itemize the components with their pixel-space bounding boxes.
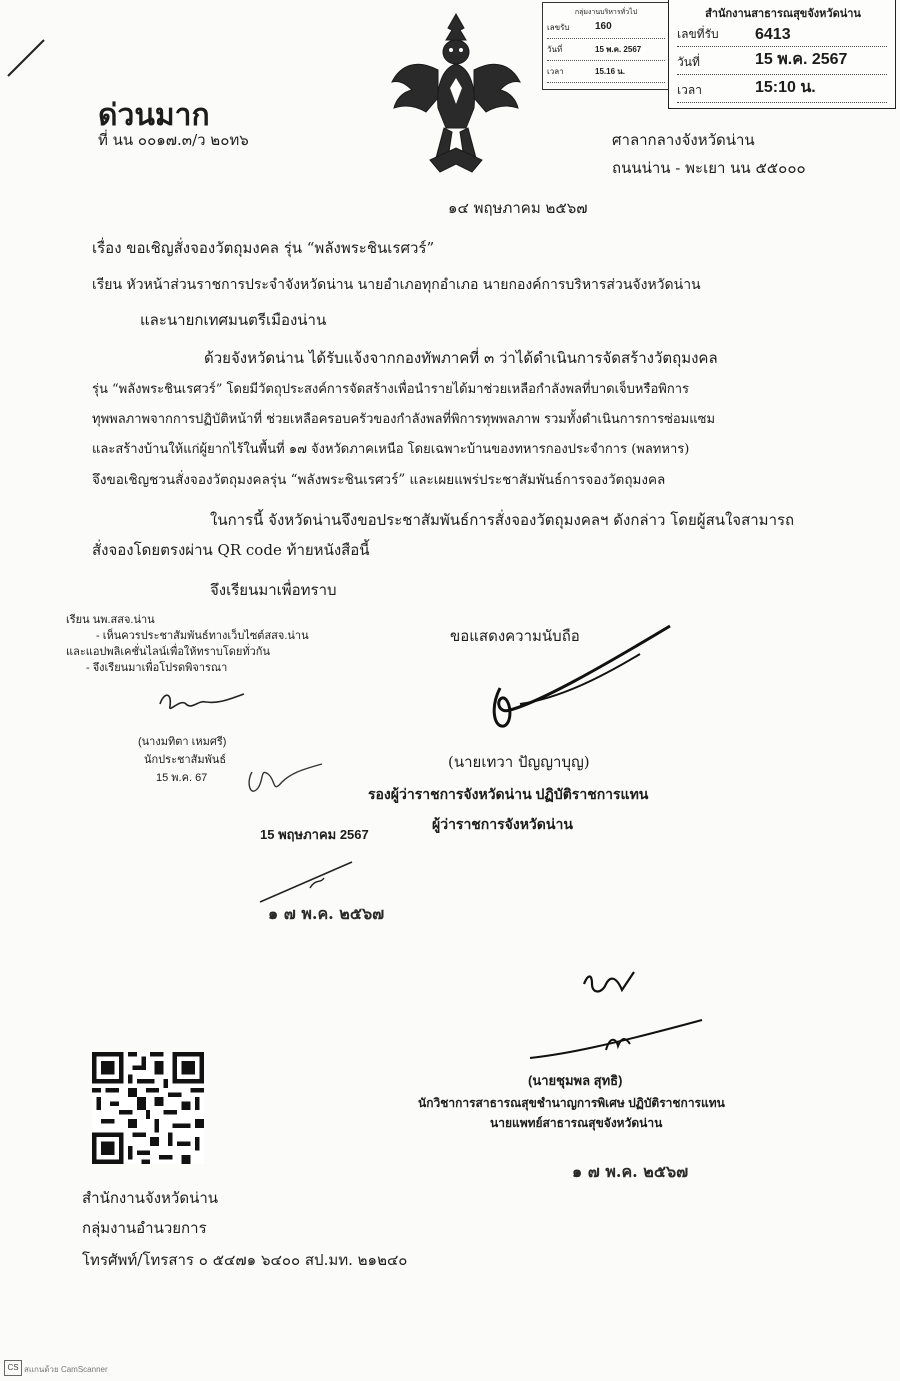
stamp-label: เวลา	[677, 83, 702, 97]
body-paragraph-1-line: จึงขอเชิญชวนสั่งจองวัตถุมงคลรุ่น “พลังพระชินเรศวร์” และเผยแพร่ประชาสัมพันธ์การจองวัตถุมงคล	[92, 472, 666, 488]
signer2-title-2: นายแพทย์สาธารณสุขจังหวัดน่าน	[490, 1116, 663, 1130]
receipt-stamp-big-row	[677, 78, 887, 103]
stamp-value: 160	[595, 21, 612, 32]
body-paragraph-1-line: ด้วยจังหวัดน่าน ได้รับแจ้งจากกองทัพภาคที่ ๓ ว่าได้ดำเนินการจัดสร้างวัตถุมงคล	[204, 349, 718, 367]
garuda-emblem-icon	[386, 8, 526, 178]
annotation-name: (นางมทิตา เหมศรี)	[138, 736, 227, 748]
urgency-label: ด่วนมาก	[98, 98, 210, 133]
signer2-title-1: นักวิชาการสาธารณสุขชำนาญการพิเศษ ปฏิบัติราชการแทน	[418, 1096, 725, 1110]
stamp-label: เลขรับ	[547, 23, 570, 32]
receipt-stamp-big-row	[677, 22, 887, 47]
recipient-line-1: เรียน หัวหน้าส่วนราชการประจำจังหวัดน่าน นายอำเภอทุกอำเภอ นายกองค์การบริหารส่วนจังหวัดน่าน	[92, 277, 701, 293]
signer2-signature	[526, 1014, 706, 1064]
document-date: ๑๔ พฤษภาคม ๒๕๖๗	[448, 199, 588, 217]
stamp-value: 15 พ.ค. 2567	[595, 45, 642, 54]
handwritten-annotation	[66, 612, 309, 676]
footer-office: สำนักงานจังหวัดน่าน	[82, 1189, 219, 1207]
receipt-stamp-big-header: สำนักงานสาธารณสุขจังหวัดน่าน	[705, 8, 861, 20]
recipient-line-2: และนายกเทศมนตรีเมืองน่าน	[140, 311, 327, 329]
document-number: ที่ นน ๐๐๑๗.๓/ว ๒๐ท๖	[98, 131, 249, 149]
body-paragraph-1-line: รุ่น “พลังพระชินเรศวร์” โดยมีวัตถุประสงค์การจัดสร้างเพื่อนำรายได้มาช่วยเหลือกำลังพลที่บาดเจ็บหรือพิการ	[92, 382, 689, 397]
closing-inform: จึงเรียนมาเพื่อทราบ	[210, 581, 337, 599]
body-paragraph-2-line: ในการนี้ จังหวัดน่านจึงขอประชาสัมพันธ์การสั่งจองวัตถุมงคลฯ ดังกล่าว โดยผู้สนใจสามารถ	[210, 511, 795, 529]
corner-pen-mark	[4, 36, 48, 80]
annotation-position: นักประชาสัมพันธ์	[144, 754, 227, 766]
stamp-date-2: ๑ ๗ พ.ค. ๒๕๖๗	[572, 1162, 689, 1181]
receipt-stamp-small-row	[547, 65, 665, 83]
receipt-stamp-small-header: กลุ่มงานบริหารทั่วไป	[574, 9, 638, 16]
handwritten-date-1: 15 พฤษภาคม 2567	[260, 827, 369, 842]
stamp-value: 6413	[755, 26, 791, 43]
receipt-stamp-small-row	[547, 43, 665, 61]
annotation-signature	[150, 684, 250, 720]
signer1-name: (นายเทวา ปัญญาบุญ)	[448, 753, 590, 771]
footer-division: กลุ่มงานอำนวยการ	[82, 1219, 207, 1237]
annotation-line: และแอปพลิเคชั่นไลน์เพื่อให้ทราบโดยทั่วกัน	[66, 646, 270, 658]
stamp-date-1: ๑ ๗ พ.ค. ๒๕๖๗	[268, 904, 385, 923]
body-paragraph-1-line: ทุพพลภาพจากการปฏิบัติหน้าที่ ช่วยเหลือครอบครัวของกำลังพลที่พิการทุพพลภาพ รวมทั้งดำเนินการการซ่อมแซม	[92, 412, 716, 427]
subject: เรื่อง ขอเชิญสั่งจองวัตถุมงคล รุ่น “พลังพระชินเรศวร์”	[92, 239, 435, 257]
stamp-value: 15:10 น.	[755, 79, 816, 96]
receipt-stamp-small	[542, 2, 670, 90]
body-paragraph-2-line: สั่งจองโดยตรงผ่าน QR code ท้ายหนังสือนี้	[92, 541, 370, 559]
annotation-line: เรียน นพ.สสจ.น่าน	[66, 614, 155, 626]
stamp-label: เวลา	[547, 67, 564, 76]
receipt-stamp-small-row	[547, 21, 665, 39]
signer2-initial	[578, 968, 638, 1002]
stamp-value: 15 พ.ค. 2567	[755, 51, 848, 68]
stamp-label: เลขที่รับ	[677, 27, 719, 41]
office-address: ถนนน่าน - พะเยา นน ๕๕๐๐๐	[612, 159, 806, 177]
office-name: ศาลากลางจังหวัดน่าน	[612, 131, 755, 149]
receipt-stamp-big-row	[677, 50, 887, 75]
initial-mark	[242, 758, 332, 802]
qr-code-icon[interactable]	[92, 1052, 204, 1164]
receipt-stamp-big	[668, 0, 896, 109]
body-paragraph-1-line: และสร้างบ้านให้แก่ผู้ยากไร้ในพื้นที่ ๑๗ จังหวัดภาคเหนือ โดยเฉพาะบ้านของทหารกองประจำการ (พลทหาร)	[92, 442, 690, 457]
camscanner-text: สแกนด้วย CamScanner	[24, 1365, 108, 1374]
annotation-line: - จึงเรียนมาเพื่อโปรดพิจารณา	[86, 662, 228, 674]
camscanner-badge: CS	[4, 1360, 22, 1376]
annotation-line: - เห็นควรประชาสัมพันธ์ทางเว็บไซต์สสจ.น่าน	[96, 630, 309, 642]
stamp-label: วันที่	[547, 45, 563, 54]
stamp-label: วันที่	[677, 55, 700, 69]
signer1-title-1: รองผู้ว่าราชการจังหวัดน่าน ปฏิบัติราชการแทน	[368, 786, 649, 802]
date-stamp-stroke	[256, 858, 356, 906]
stamp-value: 15.16 น.	[595, 67, 625, 76]
signer1-title-2: ผู้ว่าราชการจังหวัดน่าน	[432, 816, 573, 832]
signer2-name: (นายชุมพล สุทธิ)	[528, 1073, 623, 1088]
signer1-signature	[480, 618, 680, 738]
annotation-date: 15 พ.ค. 67	[156, 772, 208, 784]
footer-phone: โทรศัพท์/โทรสาร ๐ ๕๔๗๑ ๖๔๐๐ สป.มท. ๒๑๒๔๐	[82, 1251, 408, 1269]
regards: ขอแสดงความนับถือ	[450, 627, 580, 645]
